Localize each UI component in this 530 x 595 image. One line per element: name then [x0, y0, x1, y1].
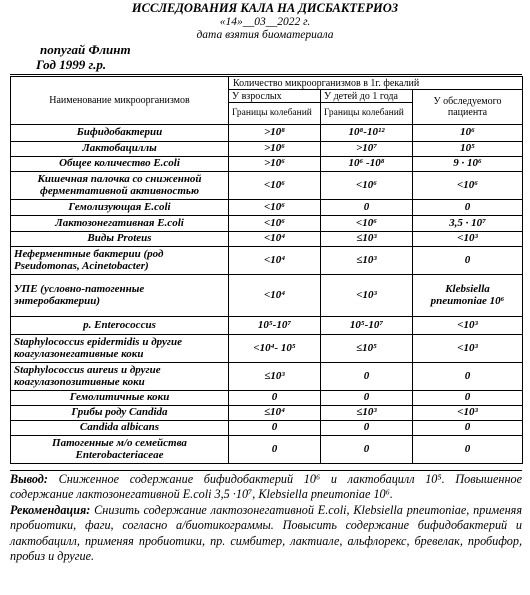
patient-value: 3,5 · 10⁷ [413, 216, 523, 232]
organism-name: Гемолизующая E.coli [11, 200, 229, 216]
adults-range: <10⁶ [229, 200, 321, 216]
adults-range: 0 [229, 391, 321, 406]
patient-birth-year: Год 1999 г.р. [36, 57, 107, 72]
report-text [10, 472, 522, 564]
table-row [11, 391, 523, 406]
adults-range: 10⁵-10⁷ [229, 317, 321, 335]
organism-name: Виды Proteus [11, 232, 229, 247]
conclusion [10, 472, 522, 503]
organism-name: Грибы роду Candida [11, 406, 229, 421]
patient-info [36, 42, 131, 72]
children-range: <10³ [321, 275, 413, 317]
children-range: ≤10³ [321, 232, 413, 247]
children-range: <10⁶ [321, 172, 413, 200]
children-range: >10⁷ [321, 142, 413, 157]
children-range: 0 [321, 421, 413, 436]
recommendation-text: Снизить содержание лактозонегативной E.coli, Klebsiella pneumoniae, применяя пробиотики, фаги, согласно а/биотикограммы. Повысить содержание бифидобактерий и лактобацилл, применяя пробиотики, пр. симбитер, лактиале, альфлорекс, бревелак, пробифор, пробиз и другие. [10, 502, 522, 564]
patient-value: 0 [413, 391, 523, 406]
conclusion-label: Вывод: [10, 472, 48, 486]
patient-value: 9 · 10⁶ [413, 157, 523, 172]
children-range: ≤10³ [321, 406, 413, 421]
table-row [11, 421, 523, 436]
patient-value: Klebsiella pneumoniae 10⁶ [413, 275, 523, 317]
patient-name: попугай Флинт [40, 42, 131, 57]
organism-name: Неферментные бактерии (род Pseudomonas, Acinetobacter) [11, 247, 229, 275]
table-row [11, 436, 523, 464]
patient-value: <10³ [413, 406, 523, 421]
organism-name: Staphylococcus aureus и другие коагулазопозитивные коки [11, 363, 229, 391]
table-row [11, 406, 523, 421]
table-row [11, 200, 523, 216]
organism-name: Лактобациллы [11, 142, 229, 157]
column-header-patient: У обследуемого пациента [413, 90, 523, 125]
children-range: 0 [321, 200, 413, 216]
table-row [11, 157, 523, 172]
adults-range: ≤10³ [229, 363, 321, 391]
organism-name: УПЕ (условно-патогенные энтеробактерии) [11, 275, 229, 317]
table-row [11, 247, 523, 275]
patient-value: 0 [413, 247, 523, 275]
table-row [11, 142, 523, 157]
table-row [11, 172, 523, 200]
patient-value: <10³ [413, 232, 523, 247]
children-range: 0 [321, 436, 413, 464]
children-range: 10⁸-10¹² [321, 125, 413, 142]
children-range: ≤10³ [321, 247, 413, 275]
adults-range: <10⁴ [229, 232, 321, 247]
children-range: 10⁶ -10⁸ [321, 157, 413, 172]
adults-range: <10⁶ [229, 172, 321, 200]
table-row [11, 232, 523, 247]
organism-name: Общее количество E.coli [11, 157, 229, 172]
patient-value: 10⁵ [413, 142, 523, 157]
organism-name: Кишечная палочка со сниженной ферментативной активностью [11, 172, 229, 200]
organism-name: Патогенные м/о семейства Enterobacteriaceae [11, 436, 229, 464]
patient-value: 0 [413, 436, 523, 464]
table-bottom-rule [10, 470, 522, 471]
organism-name: Staphylococcus epidermidis и другие коагулазонегативные коки [11, 335, 229, 363]
children-range: 0 [321, 363, 413, 391]
adults-range: <10⁴- 10⁵ [229, 335, 321, 363]
adults-range: 0 [229, 421, 321, 436]
column-header-range-children: Границы колебаний [321, 103, 413, 125]
adults-range: 0 [229, 436, 321, 464]
adults-range: >10⁸ [229, 125, 321, 142]
patient-value: <10³ [413, 317, 523, 335]
results-table [10, 76, 523, 464]
patient-value: 0 [413, 363, 523, 391]
table-row [11, 125, 523, 142]
column-header-range-adults: Границы колебаний [229, 103, 321, 125]
header-rule [10, 74, 522, 75]
column-header-organism: Наименование микроорганизмов [11, 77, 229, 125]
children-range: ≤10⁵ [321, 335, 413, 363]
column-header-adults: У взрослых [229, 90, 321, 103]
table-row [11, 275, 523, 317]
table-row [11, 335, 523, 363]
patient-value: 0 [413, 200, 523, 216]
sample-date-caption: дата взятия биоматериала [196, 29, 334, 41]
table-row [11, 317, 523, 335]
recommendation [10, 503, 522, 565]
adults-range: <10⁶ [229, 216, 321, 232]
organism-name: Candida albicans [11, 421, 229, 436]
patient-value: 0 [413, 421, 523, 436]
adults-range: <10⁴ [229, 247, 321, 275]
organism-name: Бифидобактерии [11, 125, 229, 142]
column-header-children: У детей до 1 года [321, 90, 413, 103]
children-range: 10⁵-10⁷ [321, 317, 413, 335]
children-range: <10⁶ [321, 216, 413, 232]
column-header-count: Количество микроорганизмов в 1г. фекалий [229, 77, 523, 90]
organism-name: Гемолитичные коки [11, 391, 229, 406]
recommendation-label: Рекомендация: [10, 502, 91, 517]
patient-value: <10³ [413, 335, 523, 363]
children-range: 0 [321, 391, 413, 406]
table-row [11, 216, 523, 232]
document-header [0, 0, 530, 42]
conclusion-text: Сниженное содержание бифидобактерий 10⁶ и лактобацилл 10⁵. Повышенное содержание лактозонегативной E.coli 3,5 ·10⁷, Klebsiella pneumoniae 10⁶. [10, 472, 523, 502]
adults-range: <10⁴ [229, 275, 321, 317]
adults-range: ≤10⁴ [229, 406, 321, 421]
adults-range: >10⁶ [229, 142, 321, 157]
table-row [11, 363, 523, 391]
document-title: ИССЛЕДОВАНИЯ КАЛА НА ДИСБАКТЕРИОЗ [131, 1, 399, 15]
patient-value: <10⁶ [413, 172, 523, 200]
sample-date: «14»__03__2022 г. [219, 16, 311, 28]
organism-name: p. Enterococcus [11, 317, 229, 335]
adults-range: >10⁶ [229, 157, 321, 172]
organism-name: Лактозонегативная E.coli [11, 216, 229, 232]
patient-value: 10⁶ [413, 125, 523, 142]
